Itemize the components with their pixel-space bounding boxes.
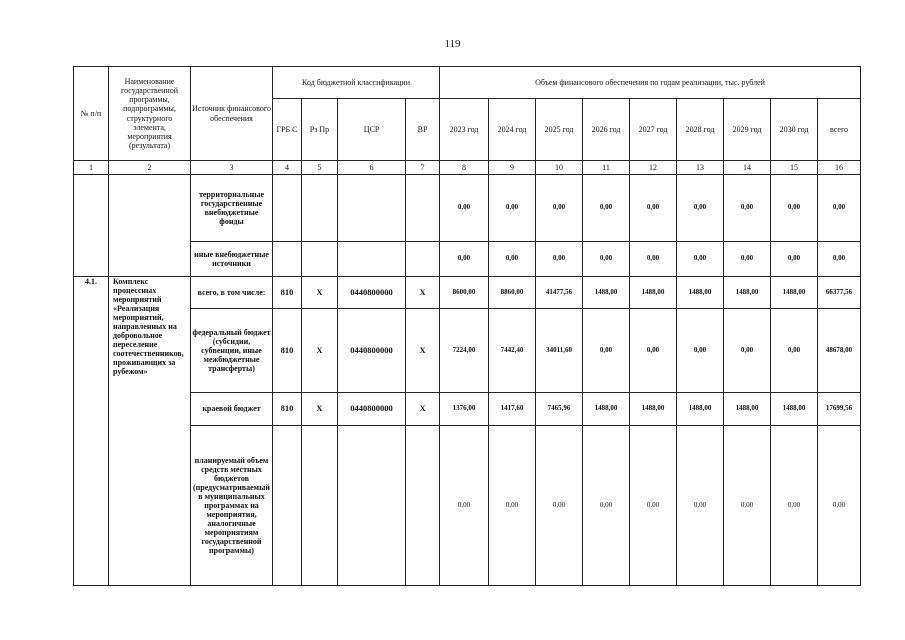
source-cell: планируемый объем средств местных бюджетов (предусматриваемый в муниципальных программах на мероприятия, аналогичные мероприятиям государственной программы) [191,426,273,586]
csr-cell [338,175,406,242]
column-number: 2 [109,161,191,175]
header-rzpr: Рз Пр [302,99,338,161]
grbs-cell: 810 [273,393,302,426]
value-cell: 7224,00 [440,309,489,393]
value-cell: 1488,00 [724,393,771,426]
header-number: № п/п [74,67,109,161]
value-cell: 1376,00 [440,393,489,426]
value-cell: 1488,00 [677,277,724,309]
header-vr: ВР [406,99,440,161]
value-cell: 1488,00 [724,277,771,309]
header-year-2028: 2028 год [677,99,724,161]
csr-cell: 0440800000 [338,393,406,426]
vr-cell [406,242,440,277]
value-cell: 1488,00 [583,277,630,309]
value-cell: 0,00 [489,426,536,586]
value-cell: 0,00 [818,242,861,277]
rzpr-cell: X [302,393,338,426]
column-number: 9 [489,161,536,175]
column-number: 12 [630,161,677,175]
source-cell: иные внебюджетные источники [191,242,273,277]
value-cell: 1488,00 [583,393,630,426]
value-cell: 0,00 [724,175,771,242]
column-number: 3 [191,161,273,175]
column-number: 1 [74,161,109,175]
vr-cell: X [406,309,440,393]
table-row [74,309,861,393]
table-row [74,175,861,242]
column-number: 10 [536,161,583,175]
empty-name-cell [109,175,191,277]
value-cell: 0,00 [630,242,677,277]
value-cell: 0,00 [536,175,583,242]
source-cell: федеральный бюджет (субсидии, субвенции, иные межбюджетные трансферты) [191,309,273,393]
table-row [74,393,861,426]
column-number: 14 [724,161,771,175]
value-cell: 0,00 [489,242,536,277]
value-cell: 7442,40 [489,309,536,393]
value-cell: 48678,00 [818,309,861,393]
value-cell: 8600,00 [440,277,489,309]
column-number: 16 [818,161,861,175]
column-number: 11 [583,161,630,175]
header-source: Источник финансового обеспечения [191,67,273,161]
source-cell: краевой бюджет [191,393,273,426]
header-csr: ЦСР [338,99,406,161]
header-volume-group: Объем финансового обеспечения по годам реализации, тыс. рублей [440,67,861,99]
column-number: 15 [771,161,818,175]
csr-cell: 0440800000 [338,309,406,393]
column-number: 5 [302,161,338,175]
header-year-2024: 2024 год [489,99,536,161]
value-cell: 0,00 [583,242,630,277]
value-cell: 1488,00 [771,277,818,309]
value-cell: 0,00 [771,242,818,277]
vr-cell [406,175,440,242]
header-year-2027: 2027 год [630,99,677,161]
value-cell: 0,00 [536,426,583,586]
value-cell: 0,00 [724,309,771,393]
source-cell: территориальные государственные внебюджетные фонды [191,175,273,242]
value-cell: 41477,56 [536,277,583,309]
item-name: Комплекс процессных мероприятий «Реализация мероприятий, направленных на добровольное переселение соотечественников, проживающих за рубежом» [109,277,191,586]
column-number: 7 [406,161,440,175]
value-cell: 1488,00 [771,393,818,426]
column-number: 13 [677,161,724,175]
grbs-cell [273,426,302,586]
value-cell: 0,00 [771,426,818,586]
grbs-cell [273,175,302,242]
header-total: всего [818,99,861,161]
csr-cell: 0440800000 [338,277,406,309]
value-cell: 0,00 [724,242,771,277]
vr-cell [406,426,440,586]
table-row [74,242,861,277]
source-cell: всего, в том числе: [191,277,273,309]
value-cell: 0,00 [440,426,489,586]
csr-cell [338,426,406,586]
csr-cell [338,242,406,277]
header-year-2025: 2025 год [536,99,583,161]
page-number: 119 [444,38,461,50]
rzpr-cell: X [302,309,338,393]
vr-cell: X [406,277,440,309]
value-cell: 0,00 [440,175,489,242]
value-cell: 34011,60 [536,309,583,393]
header-name: Наименование государственной программы, подпрограммы, структурного элемента, мероприятия (результата) [109,67,191,161]
column-number: 4 [273,161,302,175]
value-cell: 0,00 [771,309,818,393]
grbs-cell [273,242,302,277]
value-cell: 0,00 [583,175,630,242]
value-cell: 0,00 [583,309,630,393]
table-row [74,277,861,309]
value-cell: 0,00 [677,309,724,393]
value-cell: 0,00 [630,175,677,242]
rzpr-cell [302,426,338,586]
value-cell: 0,00 [536,242,583,277]
value-cell: 0,00 [677,242,724,277]
rzpr-cell [302,175,338,242]
value-cell: 0,00 [630,309,677,393]
value-cell: 0,00 [724,426,771,586]
header-year-2026: 2026 год [583,99,630,161]
column-number: 6 [338,161,406,175]
value-cell: 0,00 [677,175,724,242]
header-row-1 [74,67,861,99]
value-cell: 0,00 [489,175,536,242]
value-cell: 0,00 [677,426,724,586]
header-code-group: Код бюджетной классификации [273,67,440,99]
empty-number-cell [74,175,109,277]
value-cell: 1488,00 [630,277,677,309]
value-cell: 7465,96 [536,393,583,426]
value-cell: 17699,56 [818,393,861,426]
grbs-cell: 810 [273,309,302,393]
column-numbers-row [74,161,861,175]
header-year-2030: 2030 год [771,99,818,161]
item-number: 4.1. [74,277,109,586]
header-year-2029: 2029 год [724,99,771,161]
value-cell: 66377,56 [818,277,861,309]
budget-table [73,66,861,586]
value-cell: 0,00 [440,242,489,277]
value-cell: 8860,00 [489,277,536,309]
header-year-2023: 2023 год [440,99,489,161]
value-cell: 0,00 [818,426,861,586]
rzpr-cell: X [302,277,338,309]
vr-cell: X [406,393,440,426]
rzpr-cell [302,242,338,277]
value-cell: 1488,00 [677,393,724,426]
header-grbs: ГРБ С [273,99,302,161]
grbs-cell: 810 [273,277,302,309]
value-cell: 1417,60 [489,393,536,426]
column-number: 8 [440,161,489,175]
value-cell: 0,00 [771,175,818,242]
table-row [74,426,861,586]
value-cell: 1488,00 [630,393,677,426]
value-cell: 0,00 [630,426,677,586]
value-cell: 0,00 [583,426,630,586]
value-cell: 0,00 [818,175,861,242]
